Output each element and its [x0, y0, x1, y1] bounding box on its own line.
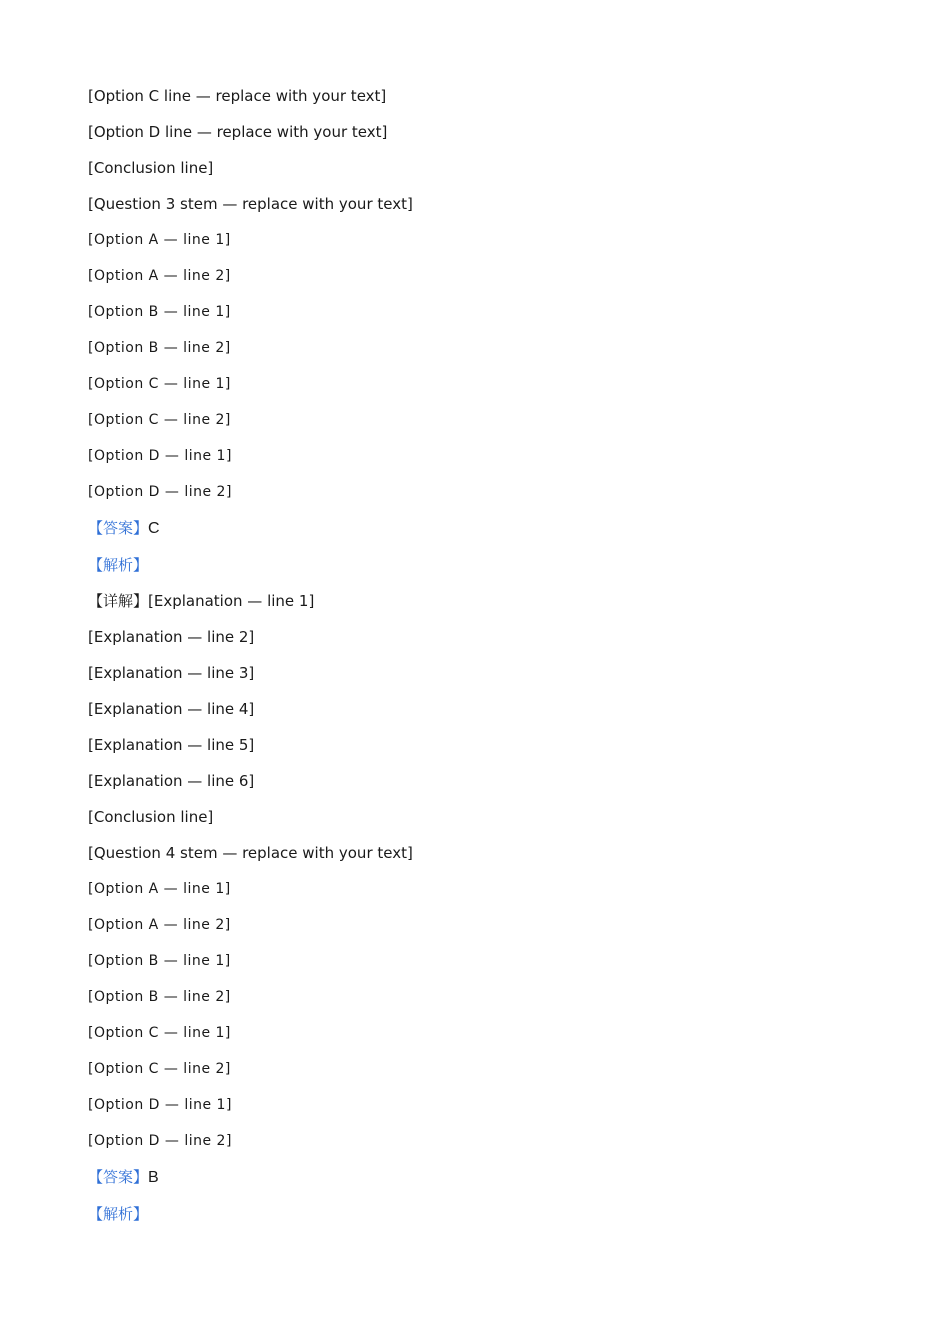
question-4-option-b-line-1: [Option B — line 1]: [88, 953, 231, 969]
question-4-option-d-line-2: [Option D — line 2]: [88, 1133, 232, 1149]
detail-line-1: [Explanation — line 1]: [148, 592, 315, 610]
question-4-option-d-line-1: [Option D — line 1]: [88, 1097, 232, 1113]
question-3-option-d-line-2: [Option D — line 2]: [88, 484, 232, 500]
question-3-option-b-line-2: [Option B — line 2]: [88, 340, 231, 356]
question-4-option-a-line-1: [Option A — line 1]: [88, 881, 231, 897]
question-3-answer: [88, 510, 858, 547]
question-4-option-c-line-1: [Option C — line 1]: [88, 1025, 231, 1041]
question-3-option-b-line-1: [Option B — line 1]: [88, 304, 231, 320]
question-3-detail-line-2: [Explanation — line 2]: [88, 628, 255, 646]
question-4-stem: [Question 4 stem — replace with your text]: [88, 844, 413, 862]
carryover-option-d: [Option D line — replace with your text]: [88, 123, 388, 141]
question-3-detail-heading: [88, 583, 858, 619]
carryover-option-c: [Option C line — replace with your text]: [88, 87, 387, 105]
question-3-option-c-line-2: [Option C — line 2]: [88, 412, 231, 428]
question-3-conclusion: [Conclusion line]: [88, 808, 214, 826]
question-3-option-a-line-1: [Option A — line 1]: [88, 232, 231, 248]
question-3-detail-line-5: [Explanation — line 5]: [88, 736, 255, 754]
question-4: [88, 835, 858, 1232]
analysis-tag: 【解析】: [88, 1205, 149, 1223]
question-3-detail-line-6: [Explanation — line 6]: [88, 772, 255, 790]
question-4-analysis: [88, 1196, 858, 1232]
answer-tag: 【答案】: [88, 519, 149, 537]
question-4-option-a-line-2: [Option A — line 2]: [88, 917, 231, 933]
question-4-option-c-line-2: [Option C — line 2]: [88, 1061, 231, 1077]
detail-tag: 【详解】: [88, 592, 149, 610]
answer-tag: 【答案】: [88, 1168, 149, 1186]
question-3-option-d-line-1: [Option D — line 1]: [88, 448, 232, 464]
question-4-answer: [88, 1159, 858, 1196]
question-3-detail-line-3: [Explanation — line 3]: [88, 664, 255, 682]
question-3-detail-line-4: [Explanation — line 4]: [88, 700, 255, 718]
answer-letter: C: [148, 520, 160, 537]
question-4-option-b-line-2: [Option B — line 2]: [88, 989, 231, 1005]
answer-letter: B: [148, 1169, 159, 1186]
question-3-option-a-line-2: [Option A — line 2]: [88, 268, 231, 284]
question-3-analysis: [88, 547, 858, 583]
question-3-option-c-line-1: [Option C — line 1]: [88, 376, 231, 392]
question-3: [88, 186, 858, 835]
analysis-tag: 【解析】: [88, 556, 149, 574]
carryover-conclusion: [Conclusion line]: [88, 159, 214, 177]
question-3-stem: [Question 3 stem — replace with your text]: [88, 195, 413, 213]
